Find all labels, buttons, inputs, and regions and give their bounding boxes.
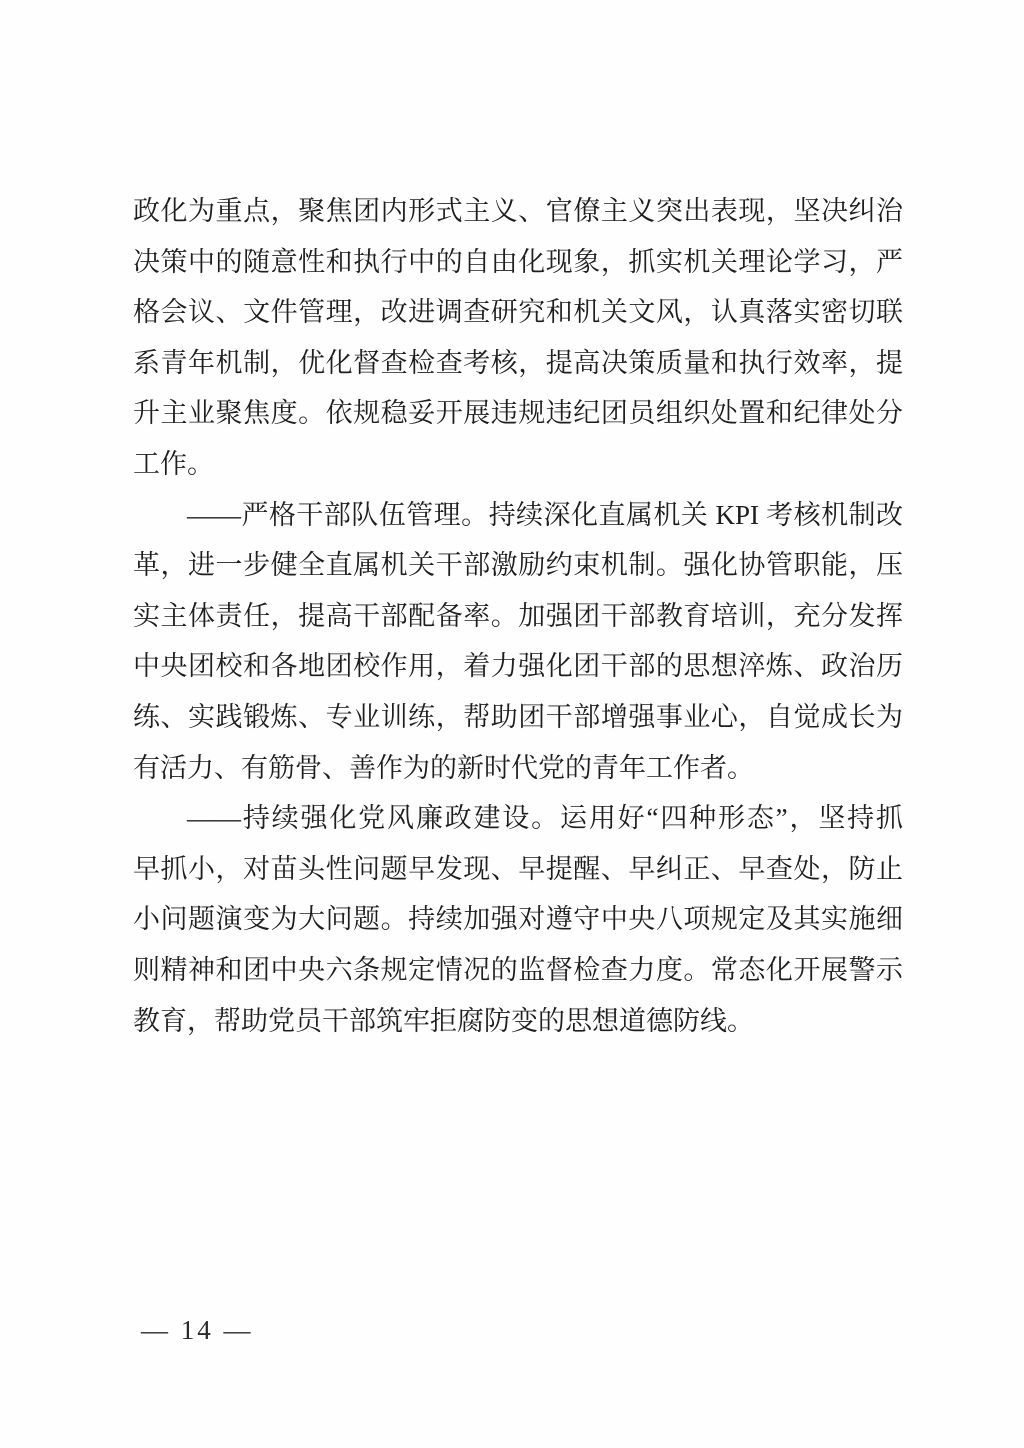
text-line: ——严格干部队伍管理。持续深化直属机关 KPI 考核机制改 [187, 499, 903, 530]
text-line: 则精神和团中央六条规定情况的监督检查力度。常态化开展警示 [133, 954, 903, 985]
text-line: ——持续强化党风廉政建设。运用好“四种形态”，坚持抓 [187, 803, 903, 834]
text-line: 工作。 [133, 448, 214, 479]
text-line: 早抓小，对苗头性问题早发现、早提醒、早纠正、早查处，防止 [133, 853, 903, 884]
text-line: 中央团校和各地团校作用，着力强化团干部的思想淬炼、政治历 [133, 651, 903, 682]
page-number: — 14 — [141, 1315, 254, 1345]
text-line: 练、实践锻炼、专业训练，帮助团干部增强事业心，自觉成长为 [133, 701, 903, 732]
text-line: 决策中的随意性和执行中的自由化现象，抓实机关理论学习，严 [133, 246, 903, 277]
text-line: 有活力、有筋骨、善作为的新时代党的青年工作者。 [133, 752, 754, 783]
text-line: 政化为重点，聚焦团内形式主义、官僚主义突出表现，坚决纠治 [133, 196, 903, 226]
text-line: 系青年机制，优化督查检查考核，提高决策质量和执行效率，提 [133, 347, 903, 378]
text-line: 革，进一步健全直属机关干部激励约束机制。强化协管职能，压 [133, 550, 903, 581]
text-line: 升主业聚焦度。依规稳妥开展违规违纪团员组织处置和纪律处分 [133, 398, 903, 429]
document-body [133, 186, 903, 1046]
text-line: 格会议、文件管理，改进调查研究和机关文风，认真落实密切联 [133, 297, 903, 328]
text-line: 实主体责任，提高干部配备率。加强团干部教育培训，充分发挥 [133, 600, 903, 631]
text-line: 小问题演变为大问题。持续加强对遵守中央八项规定及其实施细 [133, 904, 903, 935]
text-line: 教育，帮助党员干部筑牢拒腐防变的思想道德防线。 [133, 1005, 754, 1036]
